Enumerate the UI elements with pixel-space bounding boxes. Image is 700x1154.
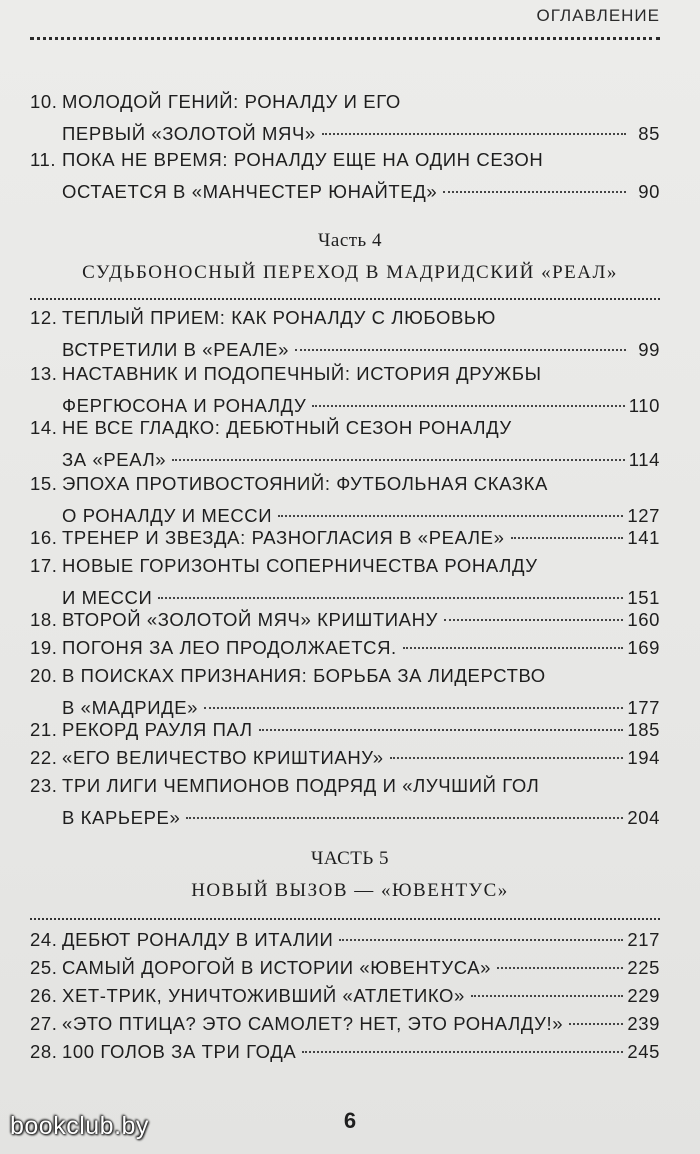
dot-leader bbox=[339, 939, 623, 941]
entry-title: САМЫЙ ДОРОГОЙ В ИСТОРИИ «ЮВЕНТУСА» bbox=[62, 957, 492, 978]
entry-title: «ЭТО ПТИЦА? ЭТО САМОЛЕТ? НЕТ, ЭТО РОНАЛДУ!» bbox=[62, 1013, 564, 1034]
entry-number: 11. bbox=[30, 149, 57, 170]
header-dotted-rule bbox=[30, 37, 660, 40]
toc-entry bbox=[30, 302, 660, 365]
dot-leader bbox=[443, 191, 626, 193]
entry-page: 229 bbox=[627, 985, 660, 1006]
dot-leader bbox=[259, 729, 624, 731]
toc-entry bbox=[30, 412, 660, 475]
section-dotted-rule bbox=[30, 918, 660, 920]
watermark: bookclub.by bbox=[10, 1112, 149, 1140]
entry-title-line1: НЕ ВСЕ ГЛАДКО: ДЕБЮТНЫЙ СЕЗОН РОНАЛДУ bbox=[62, 417, 512, 438]
entry-number: 25. bbox=[30, 957, 58, 978]
entry-number: 21. bbox=[30, 719, 58, 740]
entry-title-line1: НОВЫЕ ГОРИЗОНТЫ СОПЕРНИЧЕСТВА РОНАЛДУ bbox=[62, 555, 538, 576]
entry-title-line1: ЭПОХА ПРОТИВОСТОЯНИЙ: ФУТБОЛЬНАЯ СКАЗКА bbox=[62, 473, 548, 494]
toc-entry bbox=[30, 144, 660, 207]
dot-leader bbox=[403, 647, 624, 649]
entry-title: ВТОРОЙ «ЗОЛОТОЙ МЯЧ» КРИШТИАНУ bbox=[62, 609, 438, 630]
entry-title: ПОГОНЯ ЗА ЛЕО ПРОДОЛЖАЕТСЯ. bbox=[62, 637, 397, 658]
dot-leader bbox=[204, 707, 623, 709]
entry-page: 160 bbox=[627, 609, 660, 630]
dot-leader bbox=[569, 1023, 623, 1025]
part-label: Часть 4 bbox=[318, 230, 382, 251]
entry-title-line1: ТЕПЛЫЙ ПРИЕМ: КАК РОНАЛДУ С ЛЮБОВЬЮ bbox=[62, 307, 496, 328]
entry-title-line1: ТРИ ЛИГИ ЧЕМПИОНОВ ПОДРЯД И «ЛУЧШИЙ ГОЛ bbox=[62, 775, 540, 796]
entry-number: 28. bbox=[30, 1041, 58, 1062]
toc-entry bbox=[30, 742, 660, 774]
entry-title-line2: О РОНАЛДУ И МЕССИ bbox=[62, 504, 273, 526]
entry-page: 225 bbox=[627, 957, 660, 978]
entry-number: 22. bbox=[30, 747, 58, 768]
part-title: СУДЬБОНОСНЫЙ ПЕРЕХОД В МАДРИДСКИЙ «РЕАЛ» bbox=[82, 262, 618, 283]
entry-page: 90 bbox=[638, 180, 660, 202]
toc-entry bbox=[30, 632, 660, 664]
entry-number: 26. bbox=[30, 985, 58, 1006]
toc-entry bbox=[30, 980, 660, 1012]
entry-title-line1: НАСТАВНИК И ПОДОПЕЧНЫЙ: ИСТОРИЯ ДРУЖБЫ bbox=[62, 363, 542, 384]
toc-entry bbox=[30, 714, 660, 746]
running-head: ОГЛАВЛЕНИЕ bbox=[536, 6, 660, 25]
dot-leader bbox=[186, 817, 623, 819]
entry-page: 114 bbox=[628, 448, 660, 470]
entry-number: 19. bbox=[30, 637, 58, 658]
entry-title-line1: МОЛОДОЙ ГЕНИЙ: РОНАЛДУ И ЕГО bbox=[62, 91, 401, 112]
toc-entry bbox=[30, 770, 660, 833]
dot-leader bbox=[295, 349, 626, 351]
entry-page: 141 bbox=[627, 527, 660, 548]
entry-title: «ЕГО ВЕЛИЧЕСТВО КРИШТИАНУ» bbox=[62, 747, 384, 768]
dot-leader bbox=[497, 967, 623, 969]
entry-title-line2: ВСТРЕТИЛИ В «РЕАЛЕ» bbox=[62, 338, 289, 360]
entry-title-line2: В «МАДРИДЕ» bbox=[62, 696, 199, 718]
page-number: 6 bbox=[343, 1108, 357, 1133]
entry-page: 239 bbox=[627, 1013, 660, 1034]
entry-number: 20. bbox=[30, 665, 58, 686]
entry-title-line2: И МЕССИ bbox=[62, 586, 153, 608]
dot-leader bbox=[312, 405, 624, 407]
entry-page: 169 bbox=[627, 637, 660, 658]
toc-entry bbox=[30, 522, 660, 554]
part-label: ЧАСТЬ 5 bbox=[310, 848, 390, 869]
entry-title-line1: ПОКА НЕ ВРЕМЯ: РОНАЛДУ ЕЩЕ НА ОДИН СЕЗОН bbox=[62, 149, 544, 170]
dot-leader bbox=[158, 597, 623, 599]
entry-number: 17. bbox=[30, 555, 58, 576]
entry-page: 127 bbox=[627, 504, 660, 526]
entry-title: 100 ГОЛОВ ЗА ТРИ ГОДА bbox=[62, 1041, 297, 1062]
entry-title-line2: ПЕРВЫЙ «ЗОЛОТОЙ МЯЧ» bbox=[62, 122, 316, 144]
entry-page: 85 bbox=[638, 122, 660, 144]
entry-number: 10. bbox=[30, 91, 58, 112]
entry-number: 16. bbox=[30, 527, 58, 548]
entry-number: 15. bbox=[30, 473, 58, 494]
dot-leader bbox=[302, 1051, 623, 1053]
entry-page: 177 bbox=[627, 696, 660, 718]
entry-number: 14. bbox=[30, 417, 58, 438]
entry-number: 24. bbox=[30, 929, 58, 950]
dot-leader bbox=[511, 537, 624, 539]
entry-number: 27. bbox=[30, 1013, 58, 1034]
dot-leader bbox=[390, 757, 624, 759]
toc-entry bbox=[30, 604, 660, 636]
dot-leader bbox=[444, 619, 623, 621]
entry-page: 204 bbox=[627, 806, 660, 828]
entry-title-line2: В КАРЬЕРЕ» bbox=[62, 806, 181, 828]
toc-entry bbox=[30, 86, 660, 149]
section-dotted-rule bbox=[30, 298, 660, 300]
entry-page: 110 bbox=[628, 394, 660, 416]
dot-leader bbox=[471, 995, 623, 997]
entry-title: ТРЕНЕР И ЗВЕЗДА: РАЗНОГЛАСИЯ В «РЕАЛЕ» bbox=[62, 527, 505, 548]
part-title: НОВЫЙ ВЫЗОВ — «ЮВЕНТУС» bbox=[191, 880, 509, 901]
toc-entry bbox=[30, 924, 660, 956]
entry-page: 151 bbox=[627, 586, 660, 608]
entry-title: ДЕБЮТ РОНАЛДУ В ИТАЛИИ bbox=[62, 929, 334, 950]
entry-page: 99 bbox=[638, 338, 660, 360]
entry-title-line2: ЗА «РЕАЛ» bbox=[62, 448, 167, 470]
entry-title-line2: ОСТАЕТСЯ В «МАНЧЕСТЕР ЮНАЙТЕД» bbox=[62, 180, 438, 202]
entry-number: 13. bbox=[30, 363, 58, 384]
entry-title: ХЕТ-ТРИК, УНИЧТОЖИВШИЙ «АТЛЕТИКО» bbox=[62, 985, 465, 1006]
entry-number: 23. bbox=[30, 775, 58, 796]
entry-number: 12. bbox=[30, 307, 58, 328]
dot-leader bbox=[322, 133, 626, 135]
entry-title: РЕКОРД РАУЛЯ ПАЛ bbox=[62, 719, 253, 740]
entry-page: 245 bbox=[627, 1041, 660, 1062]
toc-entry bbox=[30, 1036, 660, 1068]
entry-title-line2: ФЕРГЮСОНА И РОНАЛДУ bbox=[62, 394, 307, 416]
entry-number: 18. bbox=[30, 609, 58, 630]
dot-leader bbox=[172, 459, 625, 461]
toc-entry bbox=[30, 952, 660, 984]
entry-page: 217 bbox=[627, 929, 660, 950]
entry-title-line1: В ПОИСКАХ ПРИЗНАНИЯ: БОРЬБА ЗА ЛИДЕРСТВО bbox=[62, 665, 546, 686]
entry-page: 194 bbox=[627, 747, 660, 768]
entry-page: 185 bbox=[627, 719, 660, 740]
dot-leader bbox=[278, 515, 623, 517]
toc-entry bbox=[30, 1008, 660, 1040]
